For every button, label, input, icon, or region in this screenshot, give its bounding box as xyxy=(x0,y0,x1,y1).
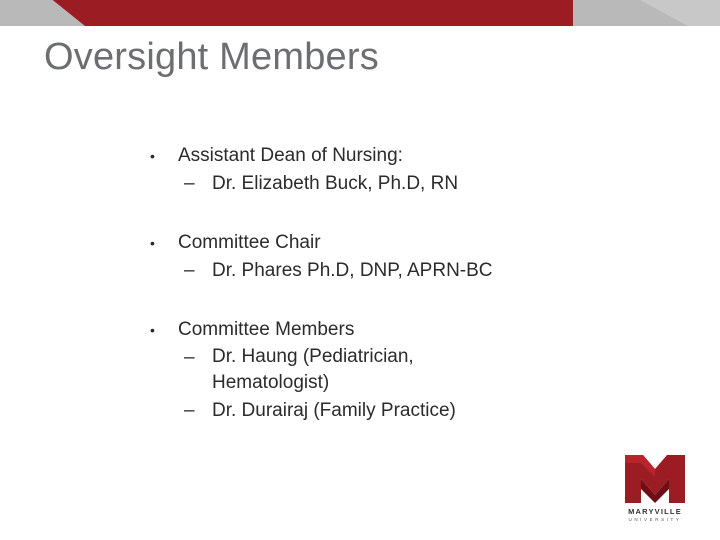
bullet-marker: • xyxy=(150,322,155,338)
bullet-label: Committee Chair xyxy=(178,232,321,253)
sub-list xyxy=(178,170,493,198)
sub-item-text: Dr. Haung (Pediatrician, Hematologist) xyxy=(212,346,414,393)
sub-item xyxy=(178,344,493,397)
bullet-marker: • xyxy=(150,235,155,251)
sub-item xyxy=(178,397,493,425)
bullet-list xyxy=(150,142,493,456)
logo-wordmark: MARYVILLE xyxy=(628,507,682,516)
sub-item xyxy=(178,170,493,198)
sub-item-text: Dr. Durairaj (Family Practice) xyxy=(212,400,456,421)
sub-list xyxy=(178,344,493,425)
sub-item-text: Dr. Phares Ph.D, DNP, APRN-BC xyxy=(212,260,493,281)
dash-marker: – xyxy=(184,260,195,281)
bullet-label: Assistant Dean of Nursing: xyxy=(178,145,403,166)
m-logo-icon xyxy=(625,455,685,503)
bullet-item-chair xyxy=(150,229,493,285)
bullet-item-dean xyxy=(150,142,493,198)
sub-item xyxy=(178,257,493,285)
bullet-marker: • xyxy=(150,148,155,164)
bullet-label: Committee Members xyxy=(178,319,355,340)
university-logo xyxy=(622,455,688,527)
dash-marker: – xyxy=(184,347,195,368)
logo-subtitle: UNIVERSITY xyxy=(628,517,682,522)
sub-list xyxy=(178,257,493,285)
header-accent-right xyxy=(573,0,720,26)
slide-title: Oversight Members xyxy=(44,36,379,78)
bullet-item-members xyxy=(150,316,493,425)
sub-item-text: Dr. Elizabeth Buck, Ph.D, RN xyxy=(212,173,459,194)
dash-marker: – xyxy=(184,400,195,421)
dash-marker: – xyxy=(184,173,195,194)
